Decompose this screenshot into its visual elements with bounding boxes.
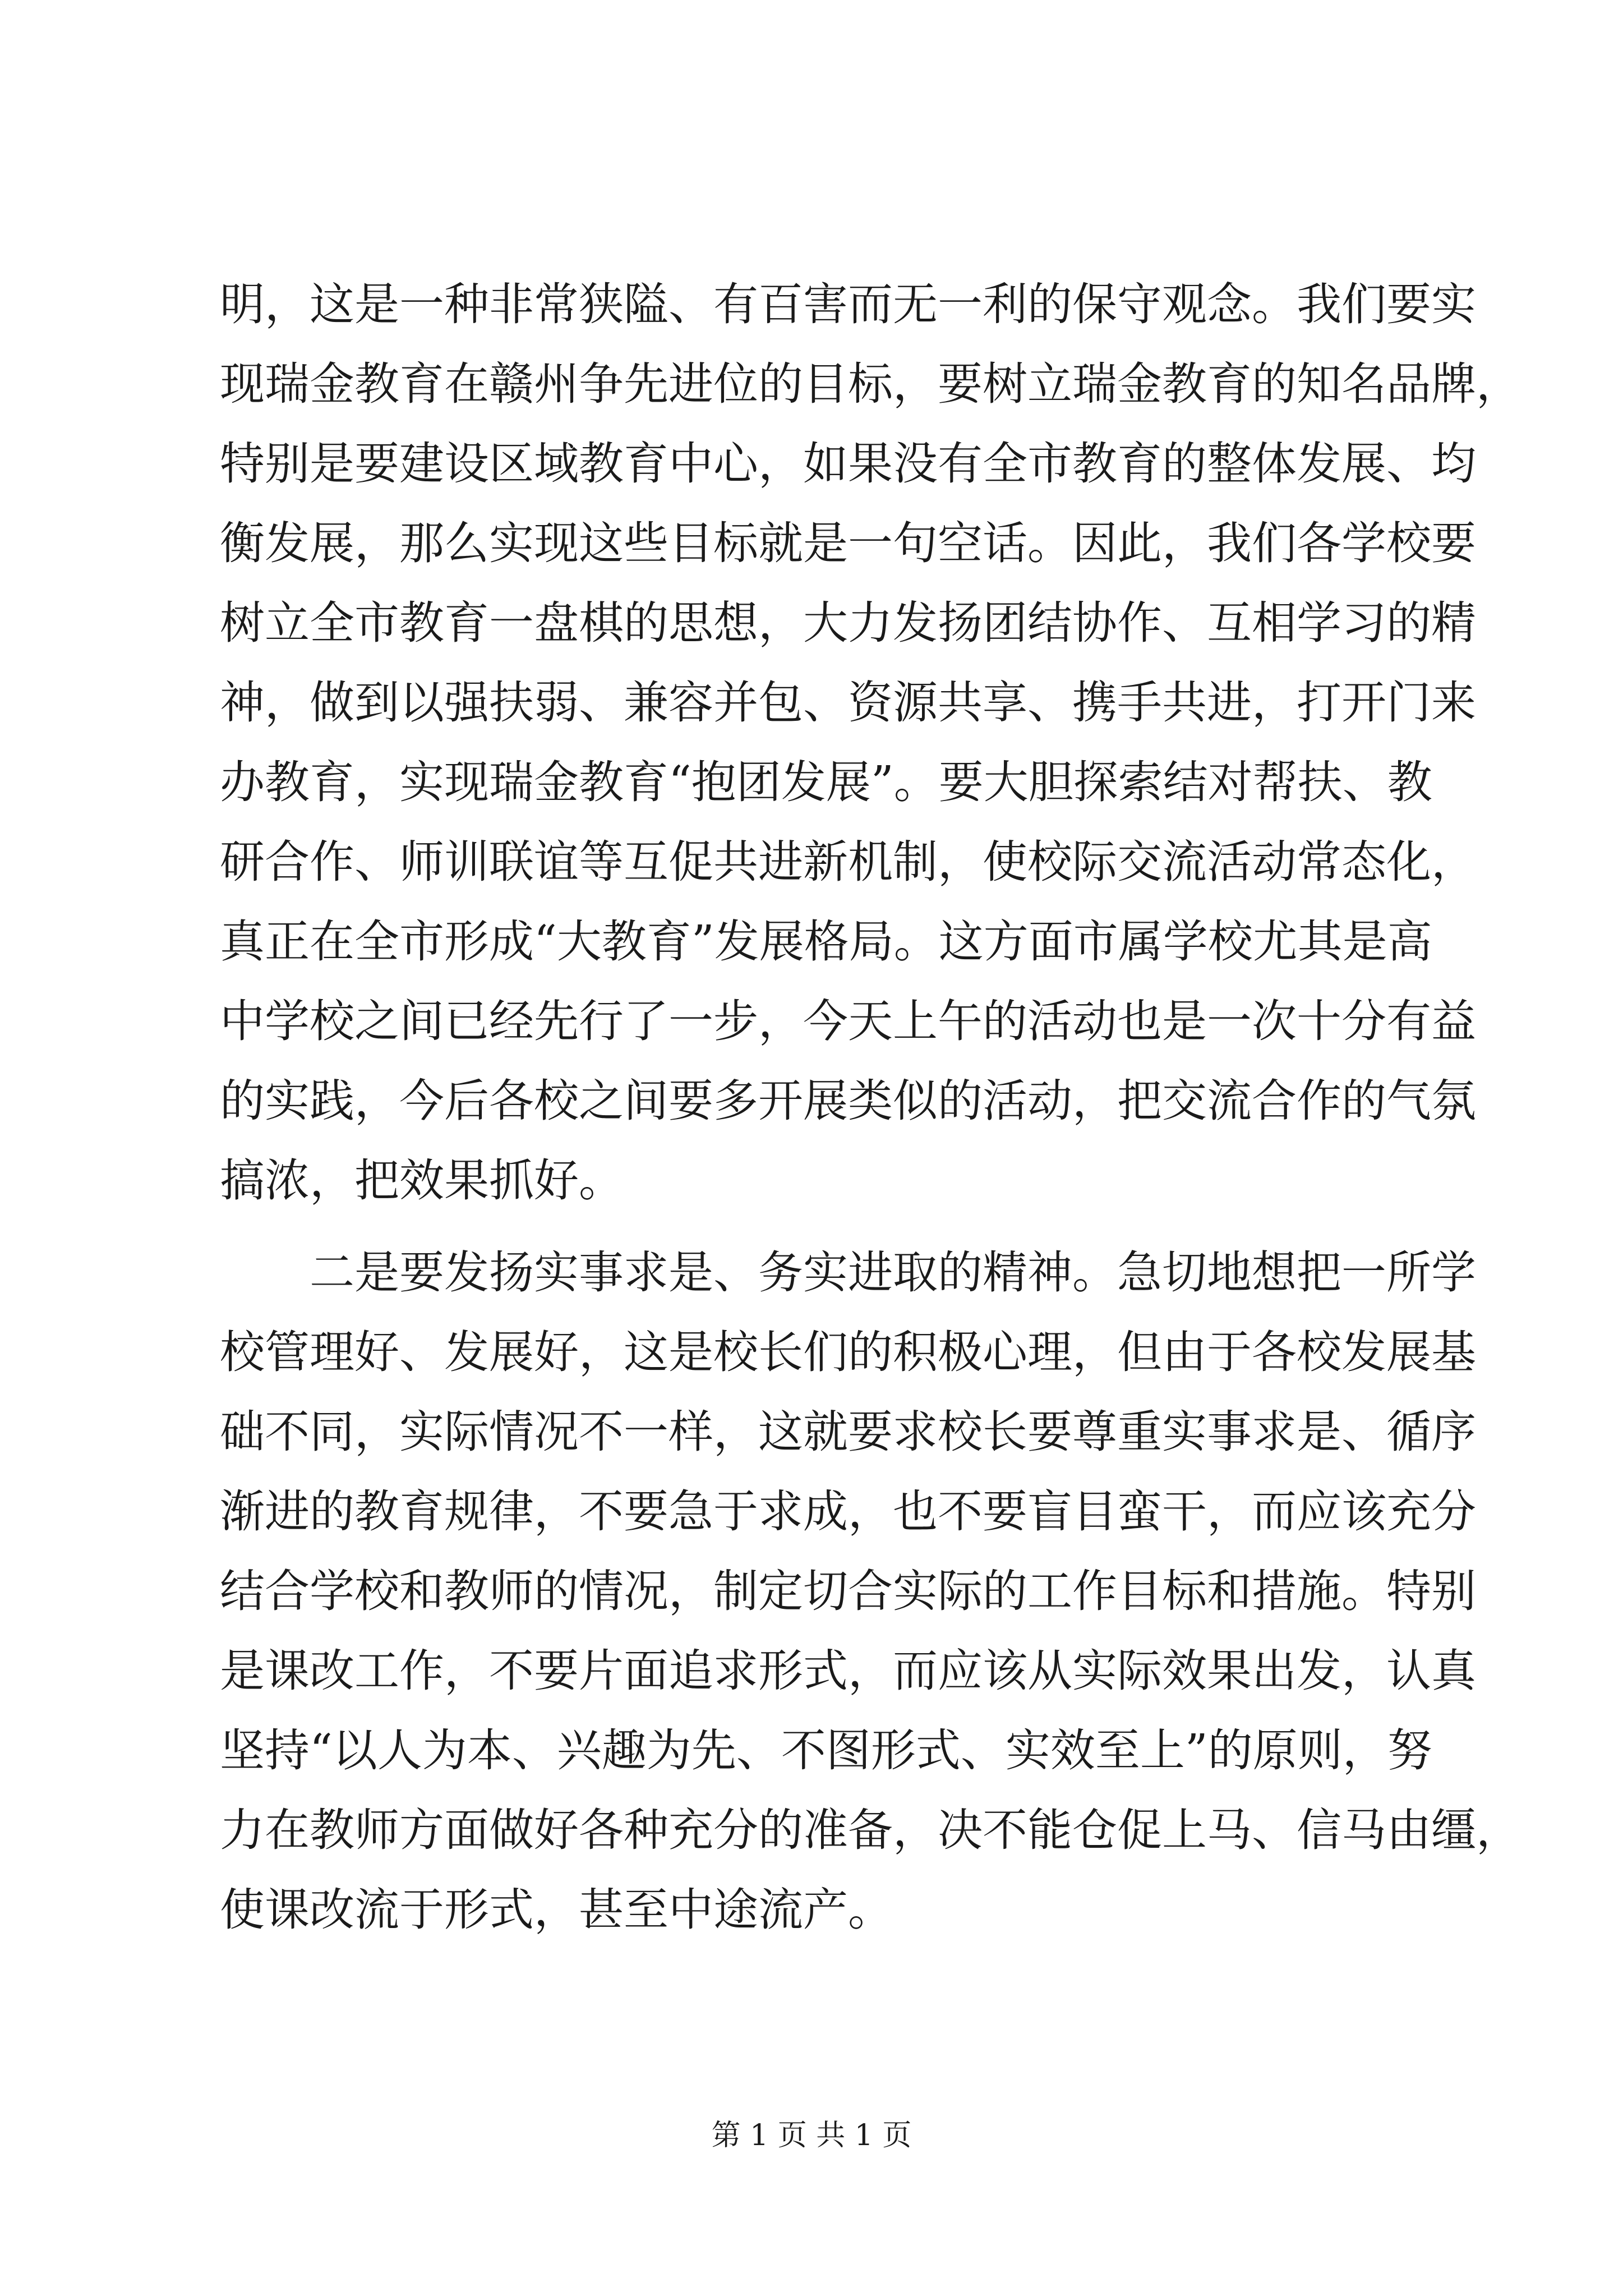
text-line: 树立全市教育一盘棋的思想，大力发扬团结协作、互相学习的精 bbox=[220, 597, 1476, 649]
text-line: 办教育，实现瑞金教育“抱团发展”。要大胆探索结对帮扶、教 bbox=[220, 756, 1432, 808]
text-line: 搞浓，把效果抓好。 bbox=[220, 1154, 624, 1207]
text-line: 明，这是一种非常狭隘、有百害而无一利的保守观念。我们要实 bbox=[220, 278, 1476, 330]
paragraph-2 bbox=[220, 1233, 1521, 1950]
text-line: 衡发展，那么实现这些目标就是一句空话。因此，我们各学校要 bbox=[220, 517, 1476, 569]
text-line: 特别是要建设区域教育中心，如果没有全市教育的整体发展、均 bbox=[220, 438, 1476, 490]
paragraph-1 bbox=[220, 265, 1521, 1221]
page-number-label: 第 1 页 共 1 页 bbox=[711, 2119, 912, 2152]
text-line: 现瑞金教育在赣州争先进位的目标，要树立瑞金教育的知名品牌， bbox=[220, 358, 1521, 410]
text-line: 中学校之间已经先行了一步，今天上午的活动也是一次十分有益 bbox=[220, 995, 1476, 1047]
text-line: 神，做到以强扶弱、兼容并包、资源共享、携手共进，打开门来 bbox=[220, 677, 1476, 729]
text-line: 使课改流于形式，甚至中途流产。 bbox=[220, 1884, 893, 1936]
text-line: 结合学校和教师的情况，制定切合实际的工作目标和措施。特别 bbox=[220, 1565, 1476, 1617]
text-line: 研合作、师训联谊等互促共进新机制，使校际交流活动常态化， bbox=[220, 836, 1476, 888]
text-line: 校管理好、发展好，这是校长们的积极心理，但由于各校发展基 bbox=[220, 1326, 1476, 1378]
text-line: 的实践，今后各校之间要多开展类似的活动，把交流合作的气氛 bbox=[220, 1075, 1476, 1127]
text-line: 力在教师方面做好各种充分的准备，决不能仓促上马、信马由缰， bbox=[220, 1804, 1521, 1856]
document-body bbox=[220, 265, 1521, 1950]
text-line: 真正在全市形成“大教育”发展格局。这方面市属学校尤其是高 bbox=[220, 915, 1432, 968]
text-line: 渐进的教育规律，不要急于求成，也不要盲目蛮干，而应该充分 bbox=[220, 1485, 1476, 1538]
text-line: 二是要发扬实事求是、务实进取的精神。急切地想把一所学 bbox=[220, 1246, 1476, 1299]
text-line: 坚持“以人为本、兴趣为先、不图形式、实效至上”的原则，努 bbox=[220, 1724, 1432, 1777]
page-footer bbox=[0, 2116, 1623, 2155]
text-line: 础不同，实际情况不一样，这就要求校长要尊重实事求是、循序 bbox=[220, 1406, 1476, 1458]
text-line: 是课改工作，不要片面追求形式，而应该从实际效果出发，认真 bbox=[220, 1645, 1476, 1697]
